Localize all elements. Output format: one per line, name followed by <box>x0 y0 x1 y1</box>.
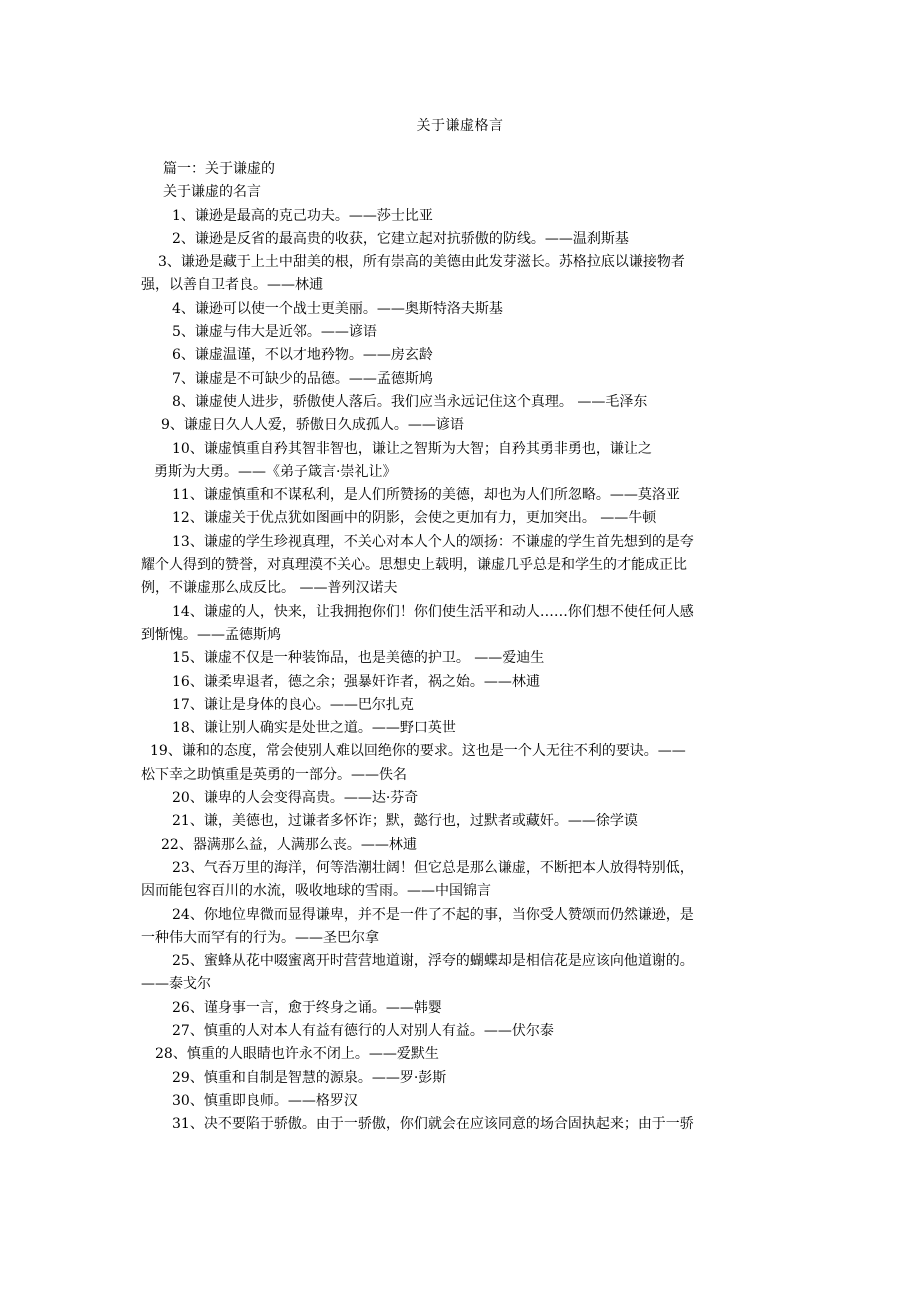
text-line: 3、谦逊是藏于上土中甜美的根，所有崇高的美德由此发芽滋长。苏格拉底以谦接物者 <box>158 254 685 271</box>
text-line: 16、谦柔卑退者，德之余；强暴奸诈者，祸之始。——林逋 <box>172 673 540 690</box>
text-line: 5、谦虚与伟大是近邻。——谚语 <box>172 324 377 341</box>
text-line: 例，不谦虚那么成反比。 ——普列汉诺夫 <box>141 580 398 597</box>
text-line: 12、谦虚关于优点犹如图画中的阴影，会使之更加有力，更加突出。 ——牛顿 <box>172 510 657 527</box>
text-line: 勇斯为大勇。——《弟子箴言·崇礼让》 <box>154 463 397 480</box>
text-line: 14、谦虚的人，快来，让我拥抱你们！你们使生活平和动人……你们想不使任何人感 <box>172 603 694 620</box>
text-line: 11、谦虚慎重和不谋私利，是人们所赞扬的美德，却也为人们所忽略。——莫洛亚 <box>172 487 680 504</box>
text-line: 4、谦逊可以使一个战士更美丽。——奥斯特洛夫斯基 <box>172 300 503 317</box>
section-heading: 篇一：关于谦虚的 <box>163 161 275 177</box>
text-line: 10、谦虚慎重自矜其智非智也，谦让之智斯为大智；自矜其勇非勇也，谦让之 <box>172 440 652 457</box>
text-line: 28、慎重的人眼睛也许永不闭上。——爱默生 <box>155 1046 439 1063</box>
text-line: 13、谦虚的学生珍视真理，不关心对本人个人的颂扬：不谦虚的学生首先想到的是夸 <box>172 533 694 550</box>
text-line: 松下幸之助慎重是英勇的一部分。——佚名 <box>141 766 407 783</box>
document-title: 关于谦虚格言 <box>416 118 504 134</box>
text-line: 17、谦让是身体的良心。——巴尔扎克 <box>172 696 414 713</box>
text-line: 21、谦，美德也，过谦者多怀诈；默，懿行也，过默者或藏奸。——徐学谟 <box>172 813 638 830</box>
text-line: 耀个人得到的赞誉，对真理漠不关心。思想史上载明，谦虚几乎总是和学生的才能成正比 <box>141 557 687 574</box>
text-line: 26、谨身事一言，愈于终身之诵。——韩婴 <box>172 999 442 1016</box>
text-line: 24、你地位卑微而显得谦卑，并不是一件了不起的事，当你受人赞颂而仍然谦逊，是 <box>172 906 694 923</box>
text-line: 8、谦虚使人进步，骄傲使人落后。我们应当永远记住这个真理。 ——毛泽东 <box>172 393 648 410</box>
text-line: 22、器满那么益，人满那么丧。——林逋 <box>161 836 417 853</box>
text-line: 18、谦让别人确实是处世之道。——野口英世 <box>172 720 456 737</box>
text-line: 15、谦虚不仅是一种装饰品，也是美德的护卫。 ——爱迪生 <box>172 650 545 667</box>
text-line: 30、慎重即良师。——格罗汉 <box>172 1092 358 1109</box>
text-line: 强，以善自卫者良。——林逋 <box>141 277 323 294</box>
text-line: 7、谦虚是不可缺少的品德。——孟德斯鸠 <box>172 370 433 387</box>
text-line: 23、气吞万里的海洋，何等浩潮壮阔！但它总是那么谦虚，不断把本人放得特别低， <box>172 859 694 876</box>
text-line: 29、慎重和自制是智慧的源泉。——罗·彭斯 <box>172 1069 447 1086</box>
text-line: 一种伟大而罕有的行为。——圣巴尔拿 <box>141 929 379 946</box>
text-line: 因而能包容百川的水流，吸收地球的雪雨。——中国锦言 <box>141 883 491 900</box>
text-line: ——泰戈尔 <box>141 976 211 993</box>
text-line: 1、谦逊是最高的克己功夫。——莎士比亚 <box>172 207 433 224</box>
text-line: 到惭愧。——孟德斯鸠 <box>141 626 281 643</box>
text-line: 25、蜜蜂从花中啜蜜离开时营营地道谢，浮夸的蝴蝶却是相信花是应该向他道谢的。 <box>172 953 694 970</box>
text-line: 31、决不要陷于骄傲。由于一骄傲，你们就会在应该同意的场合固执起来；由于一骄 <box>172 1116 694 1133</box>
text-line: 2、谦逊是反省的最高贵的收获，它建立起对抗骄傲的防线。——温刹斯基 <box>172 230 629 247</box>
text-line: 9、谦虚日久人人爱，骄傲日久成孤人。——谚语 <box>161 417 464 434</box>
text-line: 20、谦卑的人会变得高贵。——达·芬奇 <box>172 790 419 807</box>
text-line: 6、谦虚温谨，不以才地矜物。——房玄龄 <box>172 347 433 364</box>
sub-heading: 关于谦虚的名言 <box>163 184 261 201</box>
document-body <box>141 158 781 1136</box>
text-line: 27、慎重的人对本人有益有德行的人对别人有益。——伏尔泰 <box>172 1022 554 1039</box>
text-line: 19、谦和的态度，常会使别人难以回绝你的要求。这也是一个人无往不利的要诀。—— <box>150 743 686 760</box>
